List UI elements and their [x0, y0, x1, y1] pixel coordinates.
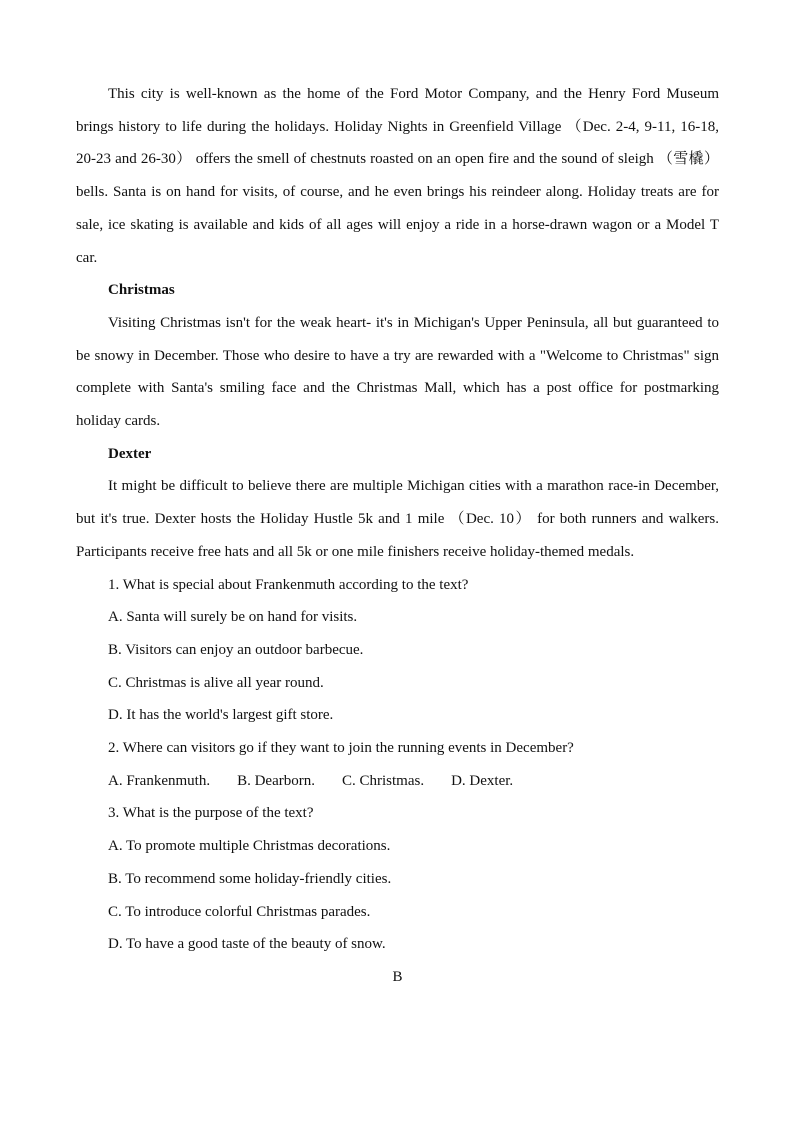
question-1-option-c: C. Christmas is alive all year round.: [108, 674, 324, 691]
question-2-option-b: B. Dearborn.: [237, 772, 315, 789]
question-3-option-a: A. To promote multiple Christmas decorations.: [108, 838, 391, 855]
question-3-option-b: B. To recommend some holiday-friendly cities.: [108, 870, 392, 887]
christmas-paragraph: Visiting Christmas isn't for the weak heart- it's in Michigan's Upper Peninsula, all but guaranteed to be snowy in December. Those who desire to have a try are rewarded with a "Welcome to Christmas" sign complete with Santa's smiling face and the Christmas Mall, which has a post office for postmarking holiday cards.: [76, 314, 719, 430]
question-1-option-a: A. Santa will surely be on hand for visits.: [108, 609, 358, 626]
question-2-option-d: D. Dexter.: [451, 772, 514, 789]
question-3-option-c: C. To introduce colorful Christmas parades.: [108, 903, 371, 920]
document-page: [76, 78, 719, 994]
question-2-option-c: C. Christmas.: [341, 772, 425, 789]
question-2-option-a: A. Frankenmuth.: [108, 772, 211, 789]
christmas-heading: Christmas: [108, 282, 175, 299]
question-3-option-d: D. To have a good taste of the beauty of snow.: [108, 936, 386, 953]
question-1-stem: 1. What is special about Frankenmuth according to the text?: [108, 576, 469, 593]
question-2-options: [76, 765, 719, 798]
dearborn-paragraph: This city is well-known as the home of the Ford Motor Company, and the Henry Ford Museum brings history to life during the holidays. Holiday Nights in Greenfield Village （Dec. 2-4, 9-11, 16-18, 20-23 and 26-30） offers the smell of chestnuts roasted on an open fire and the sound of sleigh （雪橇） bells. Santa is on hand for visits, of course, and he even brings his reindeer along. Holiday treats are for sale, ice skating is available and kids of all ages will enjoy a ride in a horse-drawn wagon or a Model T car.: [76, 86, 719, 266]
dexter-paragraph: It might be difficult to believe there are multiple Michigan cities with a marathon race-in December, but it's true. Dexter hosts the Holiday Hustle 5k and 1 mile （Dec. 10） for both runners and walkers. Participants receive free hats and all 5k or one mile finishers receive holiday-themed medals.: [76, 478, 719, 560]
question-1-option-b: B. Visitors can enjoy an outdoor barbecue.: [108, 641, 364, 658]
dexter-heading: Dexter: [108, 445, 152, 462]
question-3-stem: 3. What is the purpose of the text?: [108, 805, 314, 822]
section-b-label: B: [392, 968, 403, 985]
question-1-option-d: D. It has the world's largest gift store.: [108, 707, 334, 724]
question-2-stem: 2. Where can visitors go if they want to join the running events in December?: [108, 740, 574, 757]
